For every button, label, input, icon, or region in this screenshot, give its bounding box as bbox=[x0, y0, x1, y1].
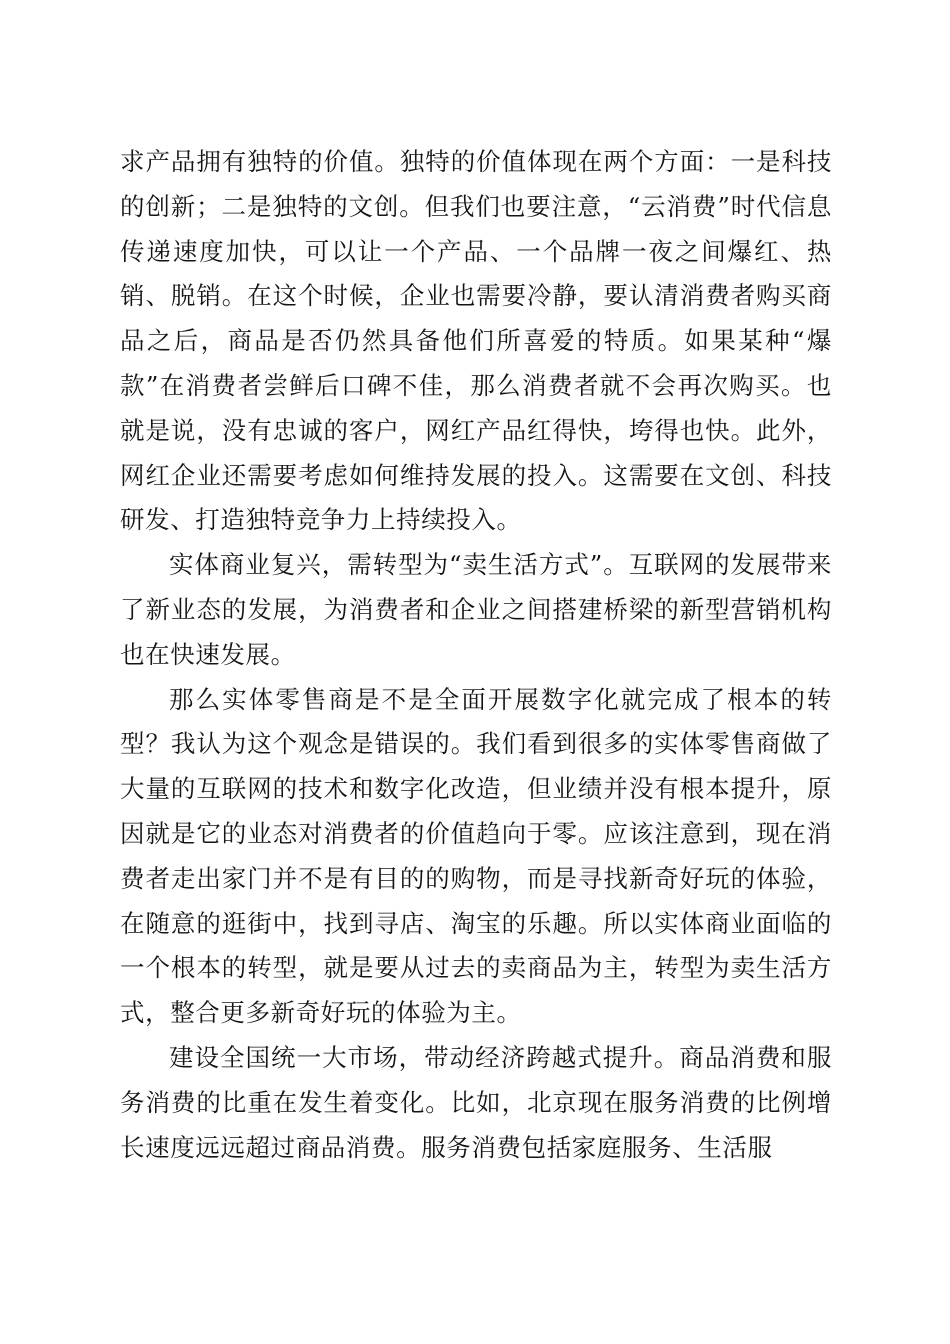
paragraph-unified-market: 建设全国统一大市场，带动经济跨越式提升。商品消费和服务消费的比重在发生着变化。比如，北京现在服务消费的比例增长速度远远超过商品消费。服务消费包括家庭服务、生活服 bbox=[120, 1042, 832, 1162]
paragraph-digital-transformation: 那么实体零售商是不是全面开展数字化就完成了根本的转型？我认为这个观念是错误的。我们看到很多的实体零售商做了大量的互联网的技术和数字化改造，但业绩并没有根本提升，原因就是它的业态对消费者的价值趋向于零。应该注意到，现在消费者走出家门并不是有目的的购物，而是寻找新奇好玩的体验，在随意的逛街中，找到寻店、淘宝的乐趣。所以实体商业面临的一个根本的转型，就是要从过去的卖商品为主，转型为卖生活方式，整合更多新奇好玩的体验为主。 bbox=[120, 684, 832, 1028]
document-body bbox=[120, 140, 832, 1170]
paragraph-retail-revival: 实体商业复兴，需转型为“卖生活方式”。互联网的发展带来了新业态的发展，为消费者和企业之间搭建桥梁的新型营销机构也在快速发展。 bbox=[120, 550, 832, 669]
paragraph-continuation: 求产品拥有独特的价值。独特的价值体现在两个方面：一是科技的创新；二是独特的文创。但我们也要注意，“云消费”时代信息传递速度加快，可以让一个产品、一个品牌一夜之间爆红、热销、脱销。在这个时候，企业也需要冷静，要认清消费者购买商品之后，商品是否仍然具备他们所喜爱的特质。如果某种“爆款”在消费者尝鲜后口碑不佳，那么消费者就不会再次购买。也就是说，没有忠诚的客户，网红产品红得快，垮得也快。此外，网红企业还需要考虑如何维持发展的投入。这需要在文创、科技研发、打造独特竞争力上持续投入。 bbox=[120, 147, 832, 535]
